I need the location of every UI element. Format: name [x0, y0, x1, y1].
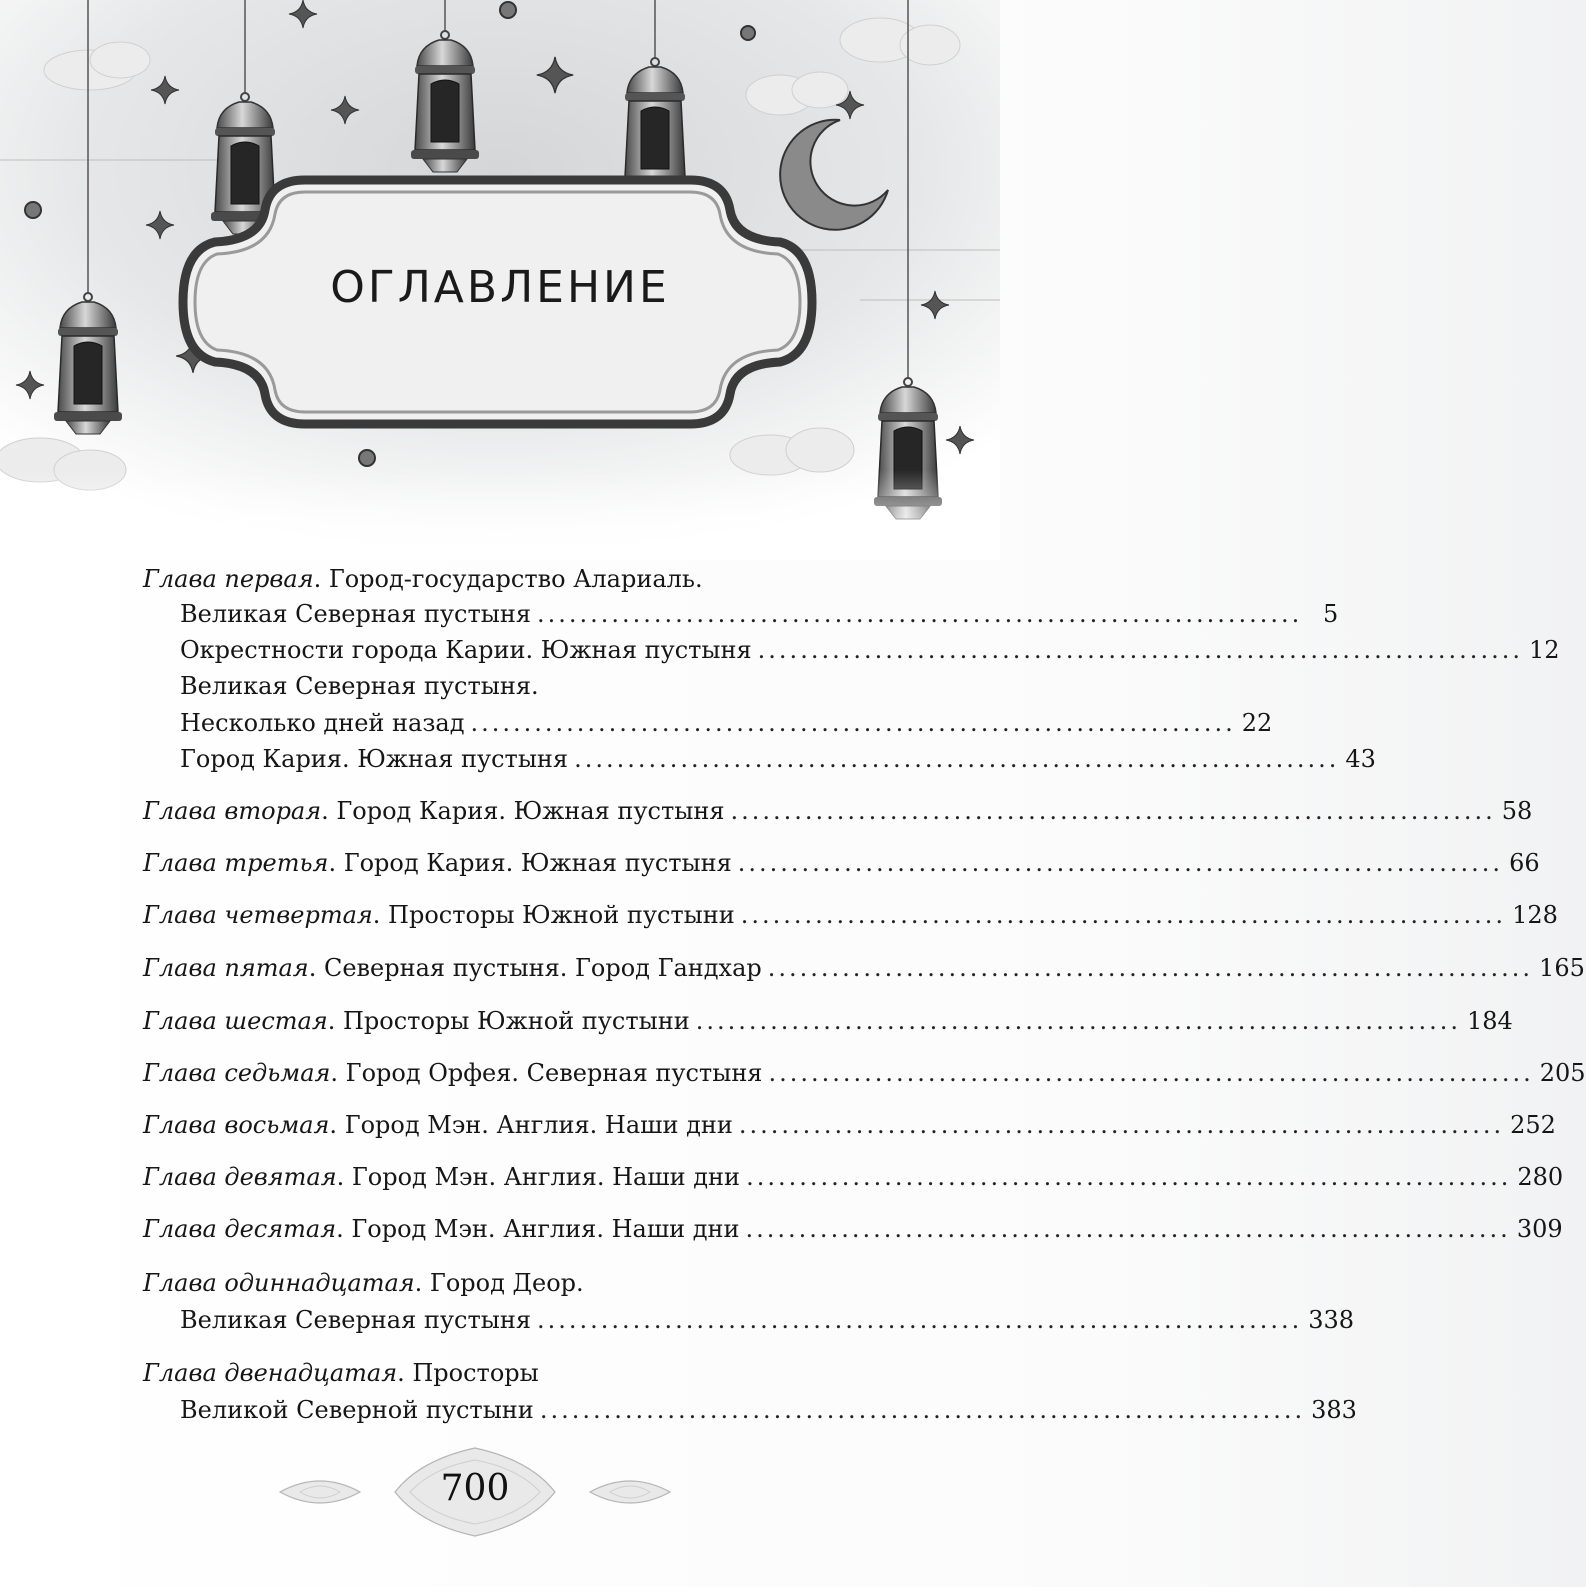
leader-dots: ........................................................................	[738, 1111, 1505, 1139]
toc-entry-chapter-5[interactable]: Глава пятая . Северная пустыня. Город Гандхар ........................................................................ 165	[143, 951, 856, 985]
chapter-title: Город Кария. Южная пустыня	[343, 849, 732, 877]
leader-dots: ........................................................................	[574, 745, 1340, 773]
toc-subentry[interactable]	[180, 597, 1339, 631]
chapter-label: Глава восьмая	[143, 1111, 330, 1139]
chapter-title: Город Орфея. Северная пустыня	[345, 1059, 763, 1087]
page-ref: 338	[1308, 1306, 1355, 1334]
leader-dots: ........................................................................	[539, 1396, 1306, 1424]
page-ref: 205	[1539, 1059, 1586, 1087]
chapter-label: Глава пятая	[143, 954, 309, 982]
subentry-continuation: Несколько дней назад	[180, 709, 465, 737]
leader-dots: ........................................................................	[745, 1215, 1511, 1243]
chapter-label: Глава шестая	[143, 1007, 328, 1035]
page-ref: 280	[1517, 1163, 1564, 1191]
chapter-label: Глава третья	[143, 849, 329, 877]
leader-dots: ........................................................................	[536, 600, 1303, 628]
toc-entry-chapter-12[interactable]: Глава двенадцатая . Просторы	[143, 1356, 856, 1390]
leader-dots: ........................................................................	[740, 901, 1507, 929]
chapter-title-continuation: Великой Северной пустыни	[180, 1396, 534, 1424]
toc-entry-chapter-2[interactable]: Глава вторая . Город Кария. Южная пустыня ........................................................................ 58	[143, 794, 856, 828]
page-number-ornament	[0, 1430, 1000, 1540]
chapter-label: Глава двенадцатая	[143, 1359, 398, 1387]
page-ref: 12	[1528, 636, 1560, 664]
page-ref: 252	[1510, 1111, 1556, 1139]
toc-entry-chapter-1[interactable]: Глава первая . Город-государство Алариаль.	[143, 562, 856, 596]
toc-entry-chapter-9[interactable]: Глава девятая . Город Мэн. Англия. Наши дни ........................................................................ 280	[143, 1160, 856, 1194]
toc-entry-chapter-10[interactable]: Глава десятая . Город Мэн. Англия. Наши дни ........................................................................ 309	[143, 1212, 856, 1246]
page-ref: 58	[1501, 797, 1533, 825]
page-ref: 5	[1322, 600, 1339, 628]
page-ref: 43	[1345, 745, 1376, 773]
chapter-label: Глава девятая	[143, 1163, 337, 1191]
leader-dots: ........................................................................	[757, 636, 1523, 664]
toc-entry-continuation[interactable]	[180, 1303, 1355, 1337]
chapter-label: Глава первая	[143, 565, 314, 593]
chapter-label: Глава десятая	[143, 1215, 337, 1243]
chapter-title: Город Мэн. Англия. Наши дни	[351, 1163, 741, 1191]
leader-dots: ........................................................................	[737, 849, 1504, 877]
page-ref: 165	[1539, 954, 1585, 982]
toc-entry-chapter-7[interactable]: Глава седьмая . Город Орфея. Северная пустыня ........................................................................ 205	[143, 1056, 856, 1090]
toc-entry-chapter-8[interactable]: Глава восьмая . Город Мэн. Англия. Наши дни ........................................................................ 252	[143, 1108, 856, 1142]
leader-dots: ........................................................................	[730, 797, 1496, 825]
leader-dots: ........................................................................	[767, 954, 1534, 982]
chapter-label: Глава вторая	[143, 797, 322, 825]
page-ref: 66	[1509, 849, 1540, 877]
leader-dots: ........................................................................	[470, 709, 1236, 737]
subentry-title: Город Кария. Южная пустыня	[180, 745, 569, 773]
page-ref: 128	[1512, 901, 1558, 929]
page-ref: 383	[1311, 1396, 1357, 1424]
leader-dots: ........................................................................	[746, 1163, 1512, 1191]
chapter-title-continuation: Великая Северная пустыня	[180, 1306, 531, 1334]
leader-dots: ........................................................................	[536, 1306, 1303, 1334]
page-ref: 309	[1516, 1215, 1563, 1243]
subentry-title: Великая Северная пустыня.	[180, 672, 539, 700]
leader-dots: ........................................................................	[695, 1007, 1462, 1035]
chapter-label: Глава одиннадцатая	[143, 1269, 415, 1297]
page-number: 700	[440, 1468, 510, 1509]
toc-subentry-continuation[interactable]	[180, 706, 1273, 740]
chapter-title: Просторы Южной пустыни	[343, 1007, 690, 1035]
chapter-title: Город Кария. Южная пустыня	[336, 797, 725, 825]
toc-entry-continuation[interactable]	[180, 1393, 1357, 1427]
page-title: ОГЛАВЛЕНИЕ	[330, 262, 670, 313]
chapter-title: Просторы Южной пустыни	[388, 901, 735, 929]
toc-entry-chapter-11[interactable]: Глава одиннадцатая . Город Деор.	[143, 1266, 856, 1300]
subentry-title: Великая Северная пустыня	[180, 600, 531, 628]
chapter-title: Город Мэн. Англия. Наши дни	[351, 1215, 740, 1243]
toc-subentry[interactable]	[180, 669, 856, 703]
subentry-title: Окрестности города Карии. Южная пустыня	[180, 636, 752, 664]
chapter-title: Северная пустыня. Город Гандхар	[323, 954, 762, 982]
chapter-title: Город Мэн. Англия. Наши дни	[344, 1111, 733, 1139]
leader-dots: ........................................................................	[768, 1059, 1534, 1087]
chapter-title: Город-государство Алариаль.	[328, 565, 703, 593]
toc-entry-chapter-3[interactable]: Глава третья . Город Кария. Южная пустыня ........................................................................ 66	[143, 846, 856, 880]
toc-subentry[interactable]	[180, 633, 1560, 667]
chapter-label: Глава четвертая	[143, 901, 373, 929]
toc-subentry[interactable]	[180, 742, 1376, 776]
chapter-title: Город Деор.	[429, 1269, 584, 1297]
page-ref: 184	[1467, 1007, 1513, 1035]
toc-entry-chapter-6[interactable]: Глава шестая . Просторы Южной пустыни ........................................................................ 184	[143, 1004, 856, 1038]
chapter-title: Просторы	[412, 1359, 539, 1387]
toc-entry-chapter-4[interactable]: Глава четвертая . Просторы Южной пустыни ........................................................................ 128	[143, 898, 856, 932]
chapter-label: Глава седьмая	[143, 1059, 331, 1087]
page-ref: 22	[1241, 709, 1273, 737]
